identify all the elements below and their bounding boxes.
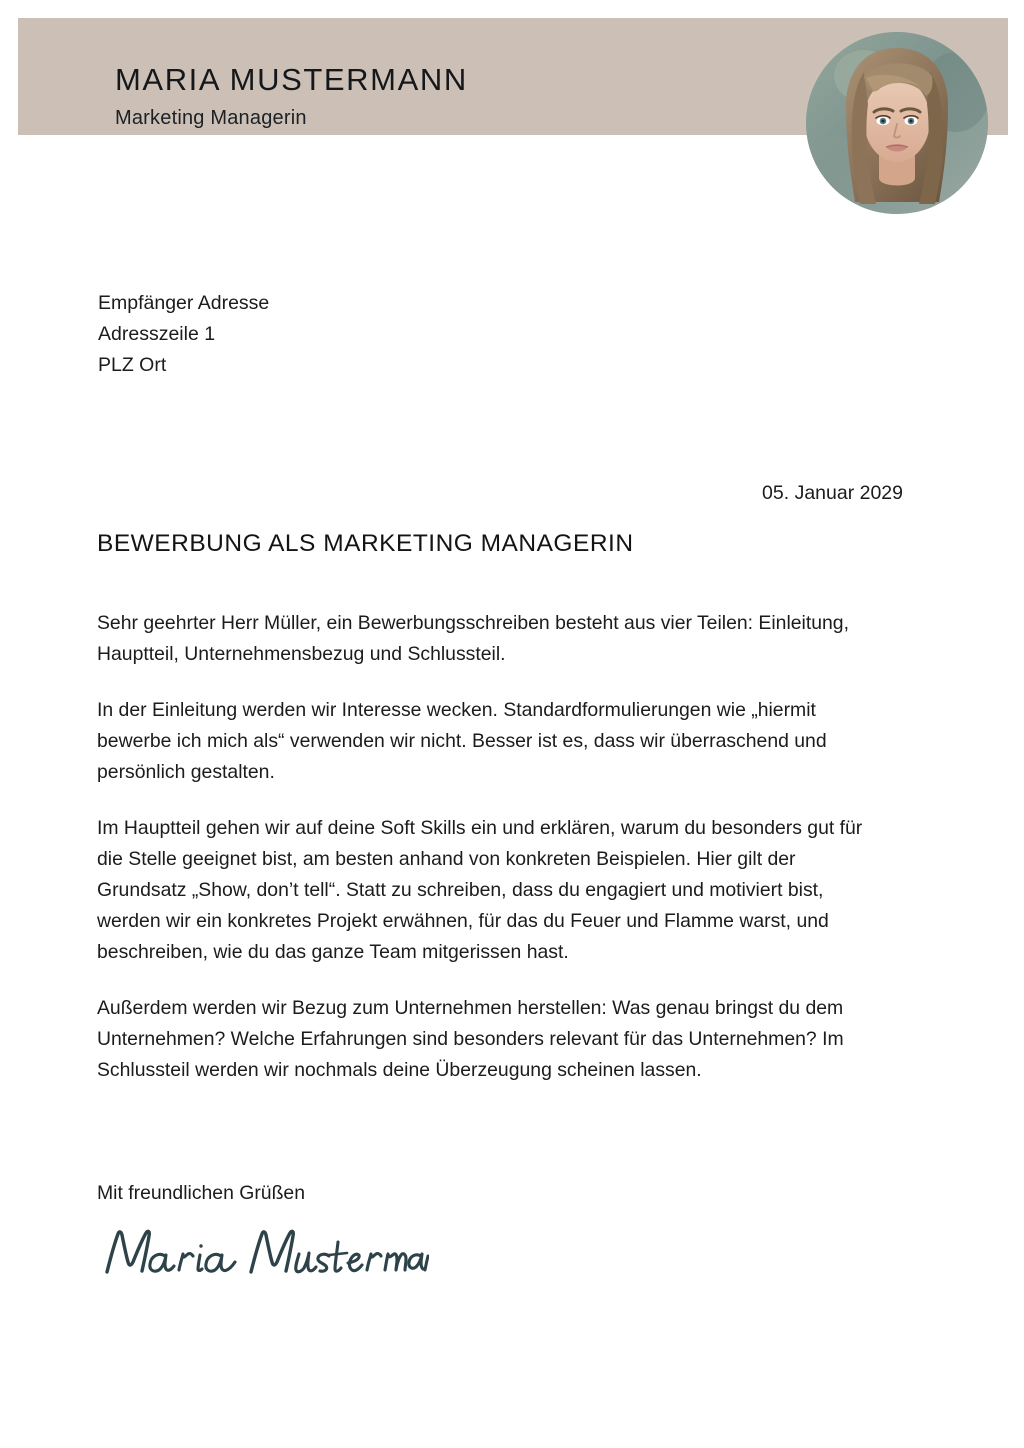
closing-greeting: Mit freundlichen Grüßen	[97, 1182, 306, 1204]
applicant-name: MARIA MUSTERMANN	[115, 62, 468, 97]
letter-paragraph: Sehr geehrter Herr Müller, ein Bewerbungsschreiben besteht aus vier Teilen: Einleitung, Hauptteil, Unternehmensbezug und Schlussteil.	[97, 612, 849, 665]
letter-subject: BEWERBUNG ALS MARKETING MANAGERIN	[97, 530, 634, 557]
letter-paragraph: Außerdem werden wir Bezug zum Unternehmen herstellen: Was genau bringst du dem Unternehmen? Welche Erfahrungen sind besonders relevant für das Unternehmen? Im Schlussteil werden wir nochmals deine Überzeugung scheinen lassen.	[97, 997, 844, 1081]
recipient-address	[98, 288, 269, 381]
letter-paragraphs	[97, 608, 887, 1086]
recipient-address-line: PLZ Ort	[98, 354, 167, 376]
recipient-address-line: Empfänger Adresse	[98, 292, 270, 314]
applicant-job-title: Marketing Managerin	[115, 106, 307, 129]
letter-date: 05. Januar 2029	[762, 482, 903, 504]
portrait-illustration	[806, 32, 988, 214]
portrait-photo	[806, 32, 988, 214]
letter-paragraph: Im Hauptteil gehen wir auf deine Soft Skills ein und erklären, warum du besonders gut für die Stelle geeignet bist, am besten anhand von konkreten Beispielen. Hier gilt der Grundsatz „Show, don’t tell“. Statt zu schreiben, dass du engagiert und motiviert bist, werden wir ein konkretes Projekt erwähnen, für das du Feuer und Flamme warst, und beschreiben, wie du das ganze Team mitgerissen hast.	[97, 817, 863, 963]
letter-paragraph: In der Einleitung werden wir Interesse wecken. Standardformulierungen wie „hiermit bewerbe ich mich als“ verwenden wir nicht. Besser ist es, dass wir überraschend und persönlich gestalten.	[97, 699, 827, 783]
header-text-group	[115, 62, 755, 132]
signature-script	[99, 1222, 429, 1284]
recipient-address-line: Adresszeile 1	[98, 323, 216, 345]
signature	[99, 1222, 429, 1284]
